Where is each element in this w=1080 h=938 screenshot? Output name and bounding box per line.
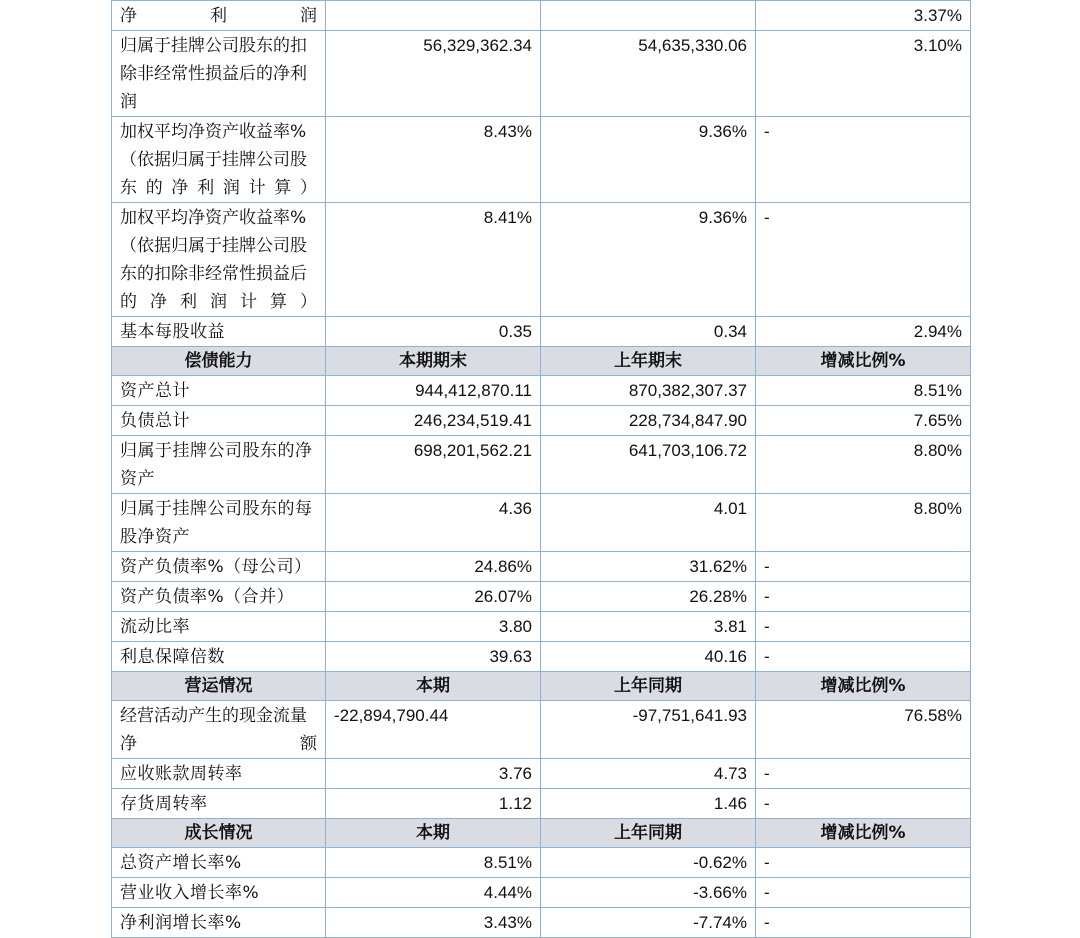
current-value: 39.63 — [326, 642, 541, 672]
previous-value: 31.62% — [541, 552, 756, 582]
table-row — [112, 117, 971, 203]
row-label: 经营活动产生的现金流量净额 — [112, 701, 326, 759]
column-header-previous: 上年同期 — [541, 819, 756, 848]
current-value: 1.12 — [326, 789, 541, 819]
previous-value: 3.81 — [541, 612, 756, 642]
change-value: 8.80% — [756, 494, 971, 552]
change-value: - — [756, 642, 971, 672]
table-row — [112, 317, 971, 347]
column-header-current: 本期 — [326, 819, 541, 848]
previous-value: 0.34 — [541, 317, 756, 347]
current-value: 698,201,562.21 — [326, 436, 541, 494]
row-label: 存货周转率 — [112, 789, 326, 819]
previous-value: 4.73 — [541, 759, 756, 789]
current-value: 3.43% — [326, 908, 541, 938]
table-row — [112, 494, 971, 552]
table-row — [112, 1, 971, 31]
change-value: 8.51% — [756, 376, 971, 406]
table-row — [112, 789, 971, 819]
current-value: 246,234,519.41 — [326, 406, 541, 436]
previous-value: -7.74% — [541, 908, 756, 938]
table-row — [112, 31, 971, 117]
current-value: 0.35 — [326, 317, 541, 347]
row-label: 负债总计 — [112, 406, 326, 436]
change-value: - — [756, 203, 971, 317]
section-title: 营运情况 — [112, 672, 326, 701]
row-label: 利息保障倍数 — [112, 642, 326, 672]
table-row — [112, 908, 971, 938]
row-label: 归属于挂牌公司股东的每股净资产 — [112, 494, 326, 552]
previous-value: 870,382,307.37 — [541, 376, 756, 406]
previous-value: -3.66% — [541, 878, 756, 908]
row-label: 基本每股收益 — [112, 317, 326, 347]
previous-value: 54,635,330.06 — [541, 31, 756, 117]
section-header-solvency — [112, 347, 971, 376]
current-value: -22,894,790.44 — [326, 701, 541, 759]
previous-value: 9.36% — [541, 117, 756, 203]
financial-indicators-table — [111, 0, 971, 938]
current-value: 56,329,362.34 — [326, 31, 541, 117]
previous-value: 26.28% — [541, 582, 756, 612]
row-label: 加权平均净资产收益率%（依据归属于挂牌公司股东的扣除非经常性损益后的净利润计算） — [112, 203, 326, 317]
row-label: 流动比率 — [112, 612, 326, 642]
change-value: - — [756, 878, 971, 908]
column-header-current: 本期期末 — [326, 347, 541, 376]
row-label: 净利润 — [112, 1, 326, 31]
row-label: 资产负债率%（母公司） — [112, 552, 326, 582]
current-value — [326, 1, 541, 31]
row-label: 净利润增长率% — [112, 908, 326, 938]
current-value: 3.76 — [326, 759, 541, 789]
table-row — [112, 612, 971, 642]
row-label: 营业收入增长率% — [112, 878, 326, 908]
change-value: 3.10% — [756, 31, 971, 117]
current-value: 3.80 — [326, 612, 541, 642]
table-row — [112, 552, 971, 582]
table-row — [112, 406, 971, 436]
table-row — [112, 376, 971, 406]
change-value: 3.37% — [756, 1, 971, 31]
current-value: 24.86% — [326, 552, 541, 582]
change-value: - — [756, 582, 971, 612]
previous-value — [541, 1, 756, 31]
table-row — [112, 878, 971, 908]
previous-value: 1.46 — [541, 789, 756, 819]
section-title: 偿债能力 — [112, 347, 326, 376]
row-label: 加权平均净资产收益率%（依据归属于挂牌公司股东的净利润计算） — [112, 117, 326, 203]
change-value: 2.94% — [756, 317, 971, 347]
change-value: - — [756, 117, 971, 203]
current-value: 26.07% — [326, 582, 541, 612]
column-header-previous: 上年同期 — [541, 672, 756, 701]
previous-value: 40.16 — [541, 642, 756, 672]
table-row — [112, 582, 971, 612]
current-value: 4.44% — [326, 878, 541, 908]
change-value: - — [756, 759, 971, 789]
table-row — [112, 436, 971, 494]
change-value: - — [756, 848, 971, 878]
column-header-change: 增减比例% — [756, 819, 971, 848]
change-value: - — [756, 789, 971, 819]
column-header-change: 增减比例% — [756, 672, 971, 701]
row-label: 资产负债率%（合并） — [112, 582, 326, 612]
table-row — [112, 848, 971, 878]
change-value: 8.80% — [756, 436, 971, 494]
change-value: 76.58% — [756, 701, 971, 759]
previous-value: -97,751,641.93 — [541, 701, 756, 759]
change-value: - — [756, 612, 971, 642]
current-value: 8.41% — [326, 203, 541, 317]
section-header-growth — [112, 819, 971, 848]
previous-value: 9.36% — [541, 203, 756, 317]
previous-value: 228,734,847.90 — [541, 406, 756, 436]
table-row — [112, 642, 971, 672]
row-label: 资产总计 — [112, 376, 326, 406]
previous-value: 4.01 — [541, 494, 756, 552]
column-header-current: 本期 — [326, 672, 541, 701]
current-value: 8.43% — [326, 117, 541, 203]
row-label: 归属于挂牌公司股东的净资产 — [112, 436, 326, 494]
column-header-previous: 上年期末 — [541, 347, 756, 376]
row-label: 总资产增长率% — [112, 848, 326, 878]
table-row — [112, 701, 971, 759]
section-header-operations — [112, 672, 971, 701]
current-value: 4.36 — [326, 494, 541, 552]
previous-value: 641,703,106.72 — [541, 436, 756, 494]
change-value: - — [756, 908, 971, 938]
table-row — [112, 759, 971, 789]
column-header-change: 增减比例% — [756, 347, 971, 376]
row-label: 应收账款周转率 — [112, 759, 326, 789]
table-row — [112, 203, 971, 317]
change-value: 7.65% — [756, 406, 971, 436]
row-label: 归属于挂牌公司股东的扣除非经常性损益后的净利润 — [112, 31, 326, 117]
current-value: 8.51% — [326, 848, 541, 878]
previous-value: -0.62% — [541, 848, 756, 878]
current-value: 944,412,870.11 — [326, 376, 541, 406]
change-value: - — [756, 552, 971, 582]
section-title: 成长情况 — [112, 819, 326, 848]
